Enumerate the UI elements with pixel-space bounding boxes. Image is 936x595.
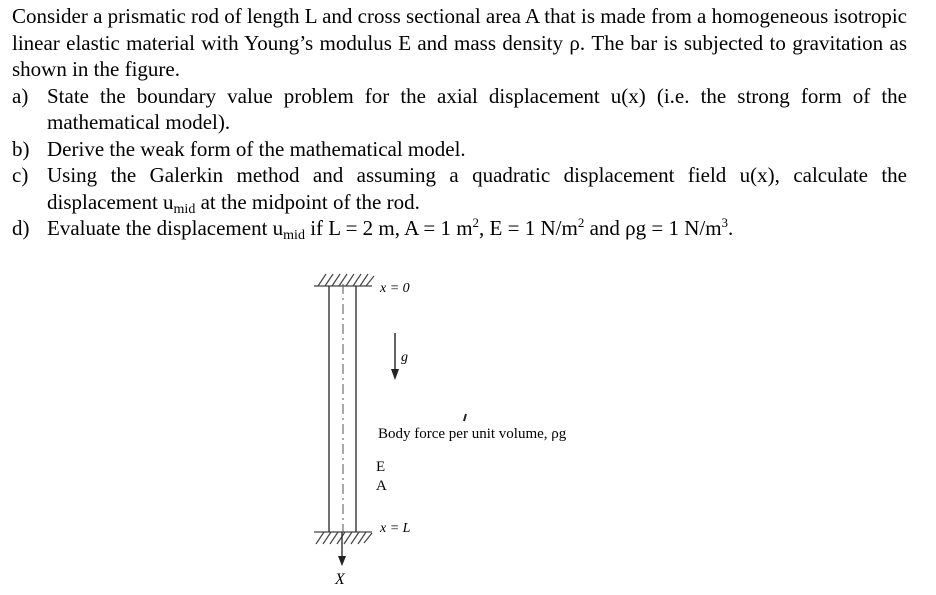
u-mid-subscript: mid (173, 201, 196, 217)
length-area-values: if L = 2 m, A = 1 m (304, 216, 473, 240)
body-force-label: Body force per unit volume, ρg (378, 426, 567, 442)
question-d-text-start: Evaluate the displacement u (47, 216, 284, 240)
problem-intro: Consider a prismatic rod of length L and cross sectional area A that is made from a homogeneous isotropic linear elastic material with Young’s modulus E and mass density ρ. The bar is subjected to gravitation as shown in the figure. (12, 4, 907, 81)
modulus-value: , E = 1 N/m (479, 216, 578, 240)
modulus-label: E (376, 459, 386, 475)
top-coordinate-label: x = 0 (380, 281, 410, 296)
x-axis-arrow (338, 532, 346, 566)
gravity-arrow (391, 333, 399, 380)
question-a-label: a) (12, 83, 29, 108)
bottom-support-hatching (314, 532, 372, 544)
gravity-label: g (401, 350, 408, 365)
body-force-value: and ρg = 1 N/m (584, 216, 722, 240)
question-a-text: State the boundary value problem for the axial displacement u(x) (i.e. the strong form of the mathematical model). (47, 83, 907, 134)
question-d-label: d) (12, 216, 30, 240)
question-c-text-end: at the midpoint of the rod. (195, 189, 420, 214)
question-b-label: b) (12, 136, 30, 161)
question-c-label: c) (12, 163, 29, 187)
area-exponent: 2 (472, 215, 480, 230)
axis-label: X (335, 571, 345, 588)
body-force-tick (464, 414, 466, 421)
question-d-text-end: . (728, 216, 734, 240)
area-label: A (376, 478, 387, 494)
question-b-text: Derive the weak form of the mathematical model. (47, 136, 466, 161)
body-force-exponent: 3 (721, 215, 729, 230)
modulus-exponent: 2 (577, 215, 585, 230)
bottom-coordinate-label: x = L (380, 521, 411, 536)
question-c-text-start: Using the Galerkin method and assuming a quadratic displacement field u(x), calculate the displacement u (47, 163, 907, 214)
u-mid-subscript: mid (283, 228, 305, 243)
top-support-hatching (314, 274, 374, 286)
